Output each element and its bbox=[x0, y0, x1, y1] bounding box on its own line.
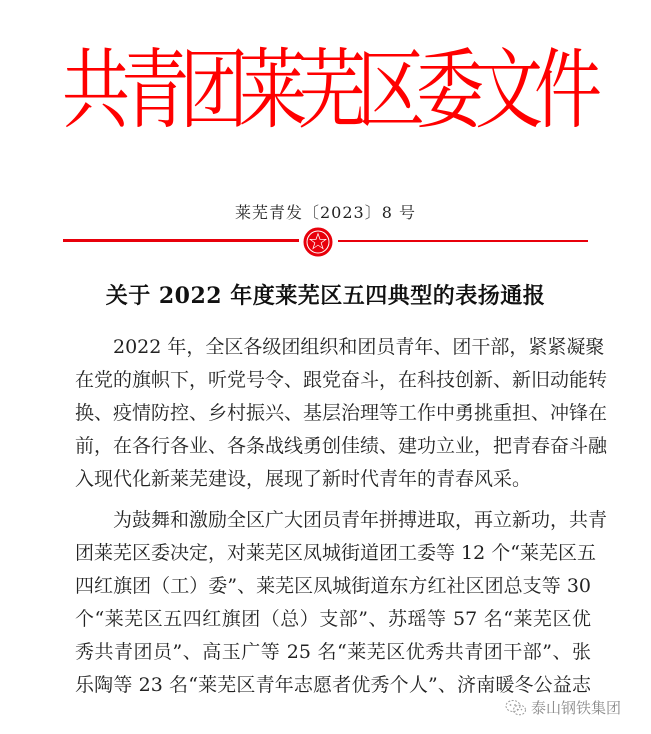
document-title: 关于 2022 年度莱芜区五四典型的表扬通报 bbox=[105, 283, 546, 309]
masthead-char: 芜 bbox=[298, 40, 367, 142]
masthead-char: 青 bbox=[121, 40, 190, 142]
masthead-char: 共 bbox=[62, 40, 131, 142]
text-line: 四红旗团（工）委”、莱芜区凤城街道东方红社区团总支等 30 bbox=[75, 575, 591, 597]
text-line: 入现代化新莱芜建设，展现了新时代青年的青春风采。 bbox=[75, 468, 532, 490]
wechat-watermark bbox=[505, 697, 621, 718]
masthead-char: 委 bbox=[416, 40, 485, 142]
paragraph bbox=[75, 331, 608, 496]
paragraph bbox=[75, 504, 608, 702]
text-line: 在党的旗帜下，听党号令、跟党奋斗，在科技创新、新旧动能转 bbox=[75, 369, 608, 391]
text-line: 2022 年，全区各级团组织和团员青年、团干部，紧紧凝聚 bbox=[75, 336, 605, 358]
paragraph-spacer bbox=[75, 496, 591, 504]
watermark-label: 泰山钢铁集团 bbox=[531, 699, 622, 717]
wechat-icon bbox=[505, 699, 527, 717]
text-line: 前，在各行各业、各条战线勇创佳绩、建功立业，把青春奋斗融 bbox=[75, 435, 608, 457]
masthead-char: 文 bbox=[475, 40, 544, 142]
masthead-char: 区 bbox=[357, 40, 426, 142]
red-divider-left bbox=[63, 239, 299, 242]
text-line: 秀共青团员”、高玉广等 25 名“莱芜区优秀共青团干部”、张 bbox=[75, 641, 591, 663]
document-body bbox=[75, 331, 608, 702]
document-number: 莱芜青发〔2023〕8 号 bbox=[235, 203, 416, 222]
masthead-char: 件 bbox=[534, 40, 603, 142]
red-star-emblem-icon bbox=[303, 227, 333, 257]
masthead-char: 莱 bbox=[239, 40, 308, 142]
text-line: 乐陶等 23 名“莱芜区青年志愿者优秀个人”、济南暖冬公益志 bbox=[75, 674, 591, 696]
document-masthead bbox=[62, 40, 603, 142]
red-divider-right bbox=[338, 240, 588, 242]
masthead-char: 团 bbox=[180, 40, 249, 142]
text-line: 换、疫情防控、乡村振兴、基层治理等工作中勇挑重担、冲锋在 bbox=[75, 402, 608, 424]
text-line: 为鼓舞和激励全区广大团员青年拼搏进取，再立新功，共青 bbox=[75, 509, 608, 531]
text-line: 个“莱芜区五四红旗团（总）支部”、苏瑶等 57 名“莱芜区优 bbox=[75, 608, 591, 630]
text-line: 团莱芜区委决定，对莱芜区凤城街道团工委等 12 个“莱芜区五 bbox=[75, 542, 596, 564]
